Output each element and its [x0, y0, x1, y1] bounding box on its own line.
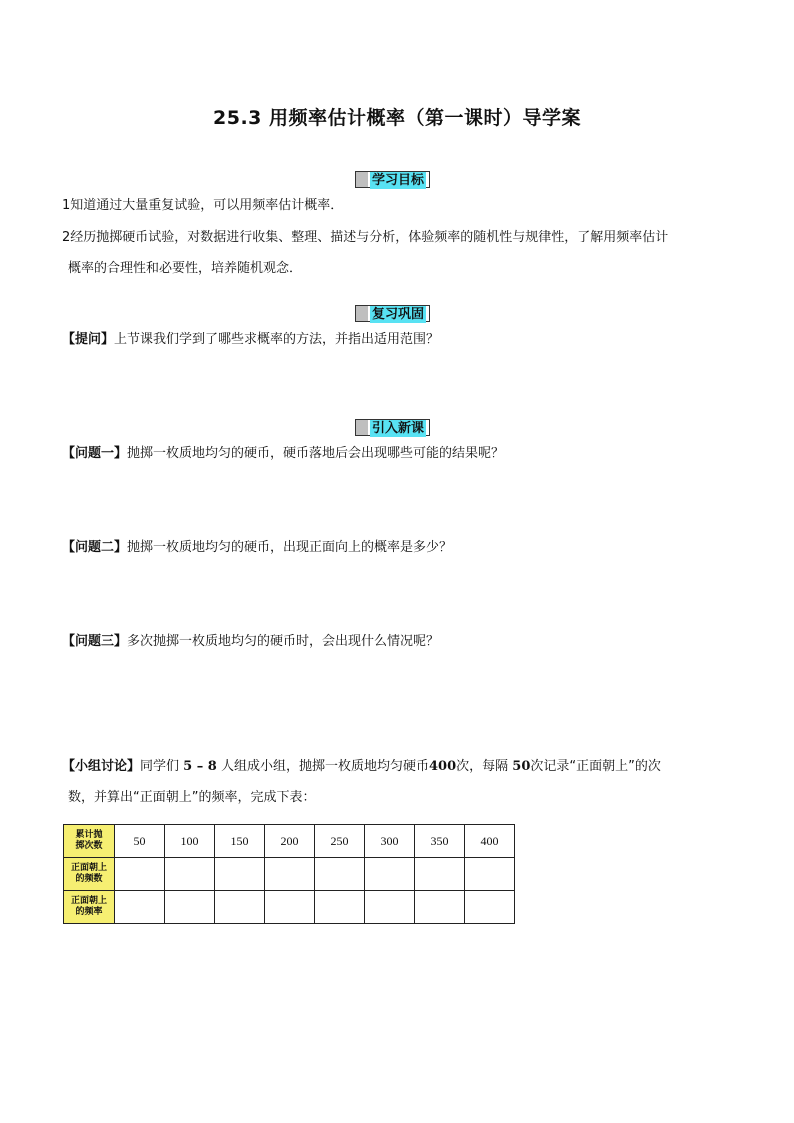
objective-line-1: 1知道通过大量重复试验，可以用频率估计概率． — [62, 198, 344, 213]
heads-frequency-cell[interactable] — [115, 891, 165, 924]
problem-tag: 【问题三】 — [62, 634, 128, 649]
heads-frequency-cell[interactable] — [215, 891, 265, 924]
heads-frequency-cell[interactable] — [465, 891, 515, 924]
section-header-label: 引入新课 — [372, 421, 425, 436]
question-text: 上节课我们学到了哪些求概率的方法，并指出适用范围？ — [114, 332, 440, 347]
problem-text: 抛掷一枚质地均匀的硬币，硬币落地后会出现哪些可能的结果呢？ — [127, 446, 505, 461]
discussion-text: 次记录“正面朝上”的次 — [530, 759, 661, 774]
discussion-text: 同学们 — [140, 759, 180, 774]
toss-count-cell: 400 — [465, 825, 515, 858]
objective-line-3: 概率的合理性和必要性，培养随机观念． — [68, 261, 303, 276]
row-header-line: 正面朝上 — [70, 896, 107, 906]
discussion-text: 次，每隔 — [456, 759, 509, 774]
section-header-label: 学习目标 — [372, 173, 425, 188]
heads-frequency-cell[interactable] — [315, 891, 365, 924]
row-header-heads-frequency — [64, 891, 115, 924]
row-header-line: 正面朝上 — [70, 863, 107, 873]
page-title: 25.3 用频率估计概率（第一课时）导学案 — [213, 107, 581, 129]
problem-tag: 【问题一】 — [62, 446, 128, 461]
section-header-intro — [355, 419, 430, 436]
table-row — [64, 825, 515, 858]
toss-count-cell: 50 — [115, 825, 165, 858]
heads-count-cell[interactable] — [415, 858, 465, 891]
problem-3 — [62, 633, 439, 651]
row-header-line: 累计抛 — [75, 830, 103, 840]
row-header-line: 的频率 — [75, 907, 103, 917]
heads-count-cell[interactable] — [265, 858, 315, 891]
row-header-toss-count — [64, 825, 115, 858]
row-header-heads-count — [64, 858, 115, 891]
toss-count-cell: 250 — [315, 825, 365, 858]
frequency-table — [63, 824, 515, 924]
toss-count-cell: 350 — [415, 825, 465, 858]
heads-count-cell[interactable] — [315, 858, 365, 891]
section-header-objectives — [355, 171, 430, 188]
section-header-review — [355, 305, 430, 322]
problem-tag: 【问题二】 — [62, 540, 128, 555]
toss-count-cell: 300 — [365, 825, 415, 858]
heads-frequency-cell[interactable] — [165, 891, 215, 924]
discussion-text: 人组成小组，抛掷一枚质地均匀硬币 — [220, 759, 429, 774]
table-row — [64, 891, 515, 924]
problem-1 — [62, 445, 504, 463]
section-header-label: 复习巩固 — [372, 307, 425, 322]
total-tosses: 400 — [428, 759, 457, 774]
heads-count-cell[interactable] — [115, 858, 165, 891]
objective-line-2: 2经历抛掷硬币试验，对数据进行收集、整理、描述与分析，体验频率的随机性与规律性，了解用频率估计 — [62, 230, 669, 245]
record-interval: 50 — [512, 759, 531, 774]
discussion-tag: 【小组讨论】 — [62, 759, 141, 774]
row-header-line: 的频数 — [75, 874, 103, 884]
discussion-line-2: 数，并算出“正面朝上”的频率，完成下表： — [68, 790, 316, 805]
row-header-line: 掷次数 — [75, 841, 103, 851]
discussion-line-1 — [62, 758, 661, 776]
toss-count-cell: 200 — [265, 825, 315, 858]
group-size-range: 5 – 8 — [183, 759, 217, 774]
table-row — [64, 858, 515, 891]
problem-text: 抛掷一枚质地均匀的硬币，出现正面向上的概率是多少？ — [127, 540, 453, 555]
heads-count-cell[interactable] — [215, 858, 265, 891]
heads-frequency-cell[interactable] — [265, 891, 315, 924]
heads-frequency-cell[interactable] — [365, 891, 415, 924]
toss-count-cell: 150 — [215, 825, 265, 858]
question-tag: 【提问】 — [62, 332, 115, 347]
toss-count-cell: 100 — [165, 825, 215, 858]
problem-2 — [62, 539, 452, 557]
heads-count-cell[interactable] — [165, 858, 215, 891]
problem-text: 多次抛掷一枚质地均匀的硬币时，会出现什么情况呢？ — [127, 634, 440, 649]
heads-count-cell[interactable] — [465, 858, 515, 891]
question-line — [62, 331, 439, 349]
heads-frequency-cell[interactable] — [415, 891, 465, 924]
heads-count-cell[interactable] — [365, 858, 415, 891]
